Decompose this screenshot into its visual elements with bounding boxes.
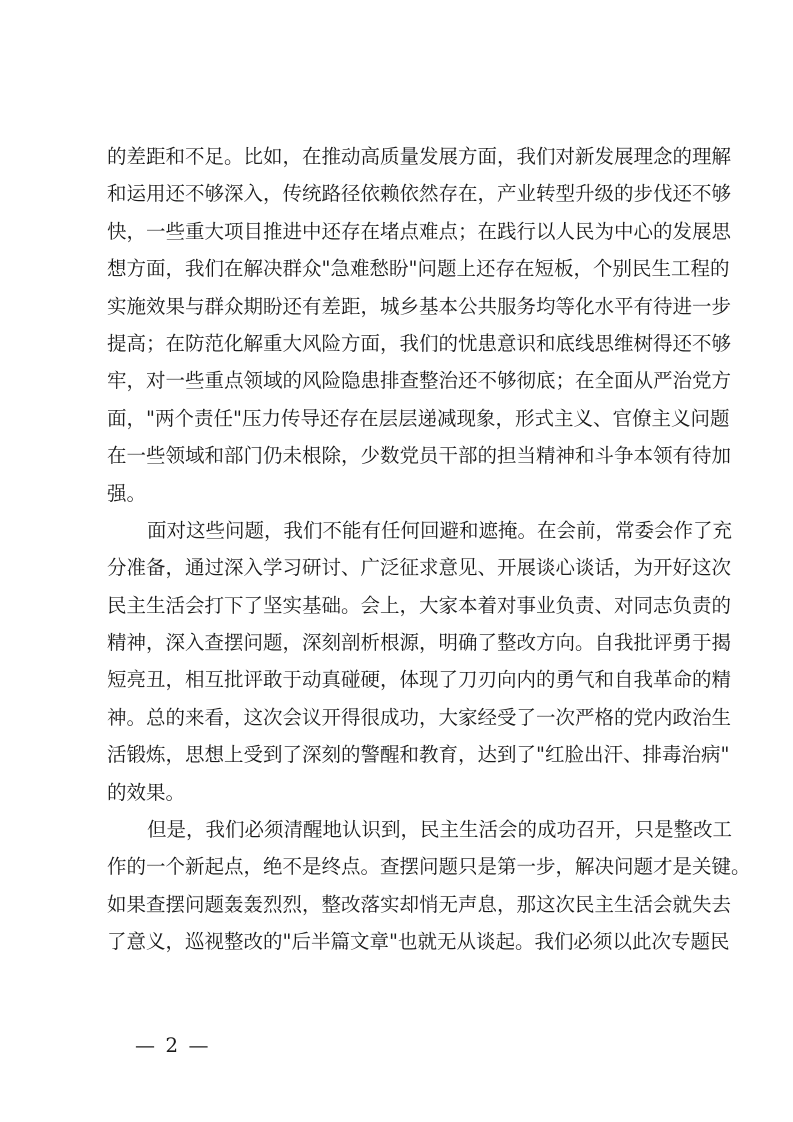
text-line: 实施效果与群众期盼还有差距，城乡基本公共服务均等化水平有待进一步	[107, 294, 732, 318]
text-line: 如果查摆问题轰轰烈烈，整改落实却悄无声息，那这次民主生活会就失去	[107, 892, 732, 916]
text-line: 在一些领域和部门仍未根除，少数党员干部的担当精神和斗争本领有待加	[107, 444, 732, 468]
text-line: 牢，对一些重点领域的风险隐患排查整治还不够彻底；在全面从严治党方	[107, 369, 732, 393]
text-line: 提高；在防范化解重大风险方面，我们的忧患意识和底线思维树得还不够	[107, 331, 732, 355]
text-line: 分准备，通过深入学习研讨、广泛征求意见、开展谈心谈话，为开好这次	[107, 556, 732, 580]
text-line: 了意义，巡视整改的"后半篇文章"也就无从谈起。我们必须以此次专题民	[107, 930, 730, 954]
text-line: 但是，我们必须清醒地认识到，民主生活会的成功召开，只是整改工	[147, 818, 733, 842]
paragraph	[107, 512, 733, 811]
text-line: 快，一些重大项目推进中还存在堵点难点；在践行以人民为中心的发展思	[107, 219, 732, 243]
document-body	[107, 138, 751, 961]
page-number: — 2 —	[135, 1033, 211, 1057]
text-line: 的效果。	[107, 780, 186, 804]
text-line: 活锻炼，思想上受到了深刻的警醒和教育，达到了"红脸出汗、排毒治病"	[107, 743, 730, 767]
text-line: 民主生活会打下了坚实基础。会上，大家本着对事业负责、对同志负责的	[107, 593, 732, 617]
text-line: 短亮丑，相互批评敢于动真碰硬，体现了刀刃向内的勇气和自我革命的精	[107, 668, 732, 692]
text-line: 的差距和不足。比如，在推动高质量发展方面，我们对新发展理念的理解	[107, 145, 732, 168]
paragraph	[107, 811, 751, 961]
text-line: 强。	[107, 481, 147, 505]
text-line: 精神，深入查摆问题，深刻剖析根源，明确了整改方向。自我批评勇于揭	[107, 631, 732, 655]
text-line: 面对这些问题，我们不能有任何回避和遮掩。在会前，常委会作了充	[147, 518, 733, 542]
text-line: 神。总的来看，这次会议开得很成功，大家经受了一次严格的党内政治生	[107, 705, 732, 729]
text-line: 想方面，我们在解决群众"急难愁盼"问题上还存在短板，个别民生工程的	[107, 257, 730, 281]
paragraph	[107, 138, 732, 512]
text-line: 面，"两个责任"压力传导还存在层层递减现象，形式主义、官僚主义问题	[107, 406, 730, 430]
text-line: 作的一个新起点，绝不是终点。查摆问题只是第一步，解决问题才是关键。	[107, 855, 751, 879]
text-line: 和运用还不够深入，传统路径依赖依然存在，产业转型升级的步伐还不够	[107, 182, 732, 206]
